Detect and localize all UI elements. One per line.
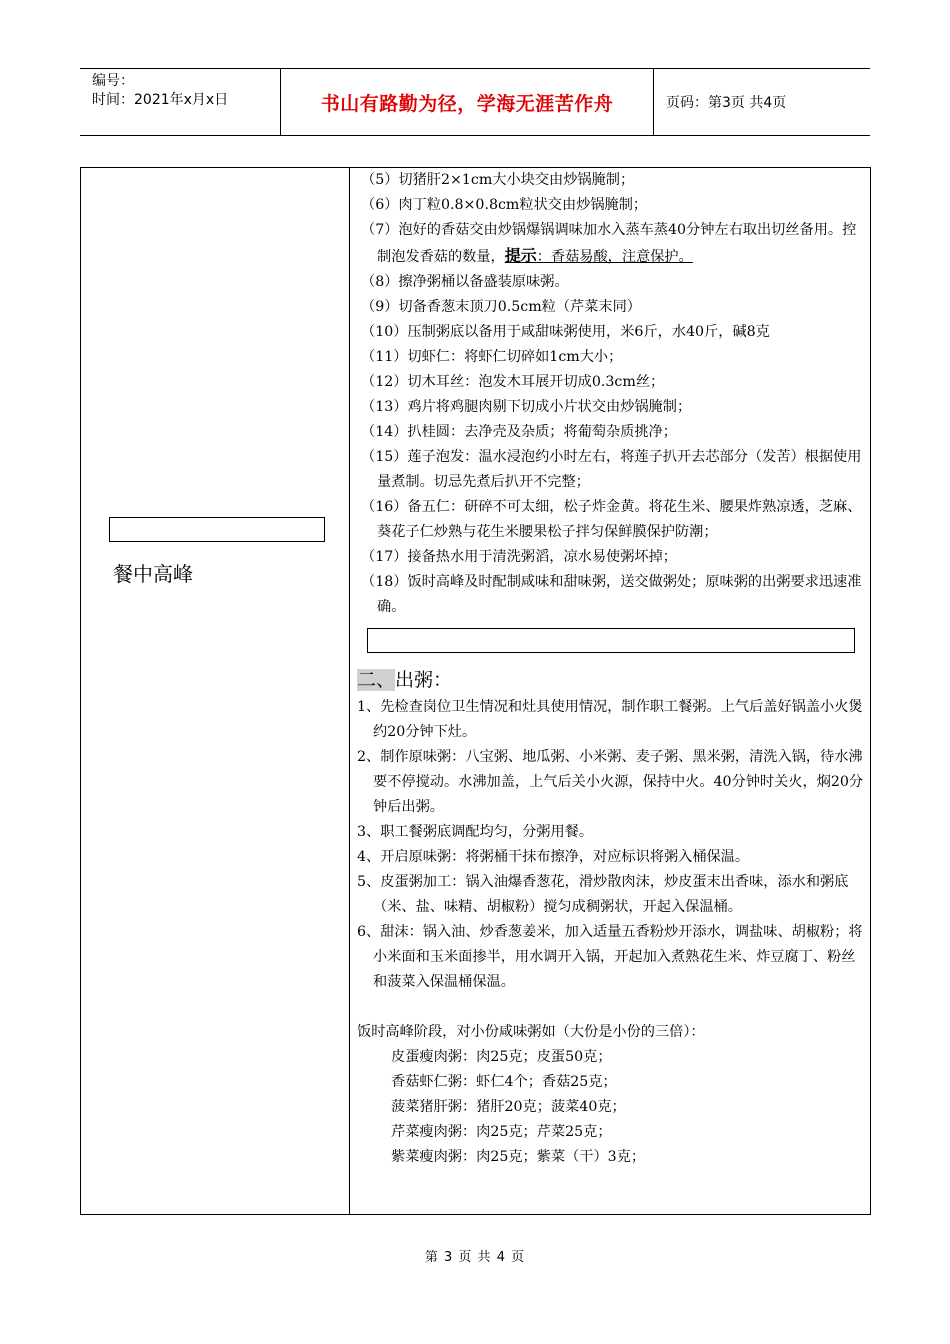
hint-label: 提示: [504, 246, 537, 265]
prep-item: （11）切虾仁：将虾仁切碎如1cm大小；: [361, 349, 623, 365]
section-number: 二、: [357, 669, 396, 691]
column-divider: [349, 168, 350, 1214]
section-title-text: 出粥：: [395, 669, 453, 691]
prep-item-text: （7）泡好的香菇交由炒锅爆锅调味加水入蒸车蒸40分钟左右取出切丝备用。控制泡发香菇的数量，: [361, 222, 857, 265]
recipe-item: 皮蛋瘦肉粥：肉25克；皮蛋50克；: [391, 1049, 612, 1065]
prep-item: （10）压制粥底以备用于咸甜味粥使用，米6斤，水40斤，碱8克: [361, 324, 770, 340]
main-table: [80, 167, 871, 1215]
prep-item: [357, 218, 865, 270]
recipe-item: 菠菜猪肝粥：猪肝20克；菠菜40克；: [391, 1099, 626, 1115]
step-item: 5、皮蛋粥加工：锅入油爆香葱花，滑炒散肉沫，炒皮蛋末出香味，添水和粥底（米、盐、味精、胡椒粉）搅匀成稠粥状，开起入保温桶。: [357, 874, 849, 915]
prep-item: （13）鸡片将鸡腿肉剔下切成小片状交由炒锅腌制；: [361, 399, 692, 415]
hint-text: ：香菇易酸，注意保护。: [536, 249, 693, 265]
step-item: 2、制作原味粥：八宝粥、地瓜粥、小米粥、麦子粥、黑米粥，清洗入锅，待水沸要不停搅动。水沸加盖，上气后关小火源，保持中火。40分钟时关火，焖20分钟后出粥。: [357, 749, 864, 815]
inner-empty-box: [367, 628, 855, 653]
prep-item: （16）备五仁：研碎不可太细，松子炸金黄。将花生米、腰果炸熟凉透，芝麻、葵花子仁炒熟与花生米腰果松子拌匀保鲜膜保护防潮；: [361, 499, 862, 540]
step-item: 1、先检查岗位卫生情况和灶具使用情况，制作职工餐粥。上气后盖好锅盖小火煲约20分钟下灶。: [357, 699, 863, 740]
prep-item: （8）擦净粥桶以备盛装原味粥。: [361, 274, 569, 290]
prep-item: （15）莲子泡发：温水浸泡约小时左右，将莲子扒开去芯部分（发苦）根据使用量煮制。切忌先煮后扒开不完整；: [361, 449, 862, 490]
step-item: 4、开启原味粥：将粥桶干抹布擦净，对应标识将粥入桶保温。: [357, 849, 750, 865]
left-empty-box: [109, 517, 325, 542]
prep-item: （17）接备热水用于清洗粥滔，凉水易使粥坏掉；: [361, 549, 677, 565]
date-label: 时间：2021年x月x日: [92, 92, 229, 108]
header-meta: [80, 69, 281, 135]
stage-label: 餐中高峰: [113, 562, 193, 586]
number-label: 编号：: [92, 73, 134, 89]
header-table: [80, 68, 870, 136]
prep-item: （18）饭时高峰及时配制咸味和甜味粥，送交做粥处；原味粥的出粥要求迅速准确。: [361, 574, 862, 615]
section-title: [357, 665, 865, 695]
page-footer: 第 3 页 共 4 页: [424, 1250, 526, 1265]
motto: 书山有路勤为径，学海无涯苦作舟: [281, 69, 654, 135]
spacer: [357, 995, 865, 1020]
content-column: [357, 168, 865, 1170]
prep-item: （6）肉丁粒0.8×0.8cm粒状交由炒锅腌制；: [361, 197, 648, 213]
recipe-item: 芹菜瘦肉粥：肉25克；芹菜25克；: [391, 1124, 612, 1140]
step-item: 6、甜沫：锅入油、炒香葱姜米，加入适量五香粉炒开添水，调盐味、胡椒粉；将小米面和玉米面掺半，用水调开入锅，开起加入煮熟花生米、炸豆腐丁、粉丝和菠菜入保温桶保温。: [357, 924, 863, 990]
page-label: 页码：第3页 共4页: [666, 95, 787, 111]
recipe-item: 香菇虾仁粥：虾仁4个；香菇25克；: [391, 1074, 617, 1090]
recipe-intro: 饭时高峰阶段，对小份咸味粥如（大份是小份的三倍）：: [357, 1024, 705, 1040]
prep-item: （12）切木耳丝：泡发木耳展开切成0.3cm丝；: [361, 374, 665, 390]
prep-item: （14）扒桂圆：去净壳及杂质；将葡萄杂质挑净；: [361, 424, 677, 440]
step-item: 3、职工餐粥底调配均匀，分粥用餐。: [357, 824, 594, 840]
prep-item: （9）切备香葱末顶刀0.5cm粒（芹菜末同）: [361, 299, 641, 315]
prep-item: （5）切猪肝2×1cm大小块交由炒锅腌制；: [361, 172, 635, 188]
recipe-item: 紫菜瘦肉粥：肉25克；紫菜（干）3克；: [391, 1149, 646, 1165]
